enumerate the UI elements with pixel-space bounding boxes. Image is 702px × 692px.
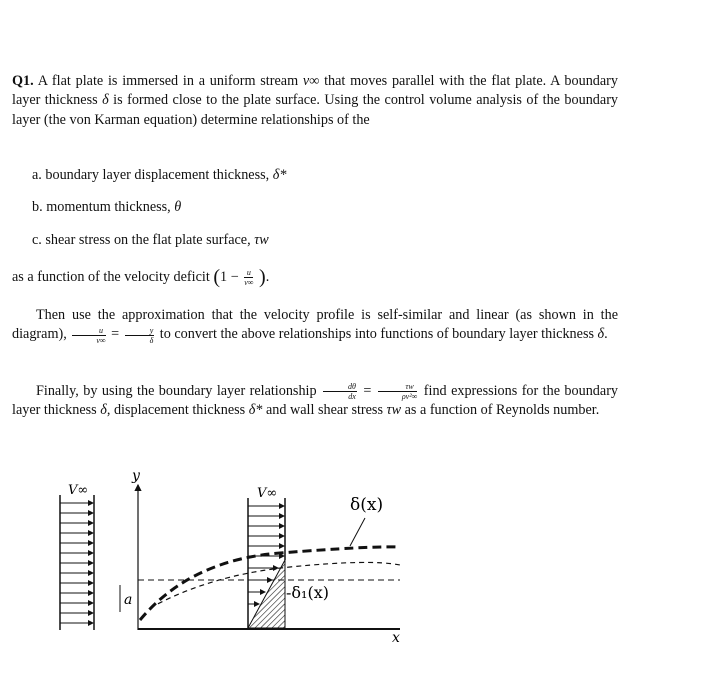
a-label: a [124, 592, 133, 608]
question-label: Q1. [12, 73, 34, 89]
item-c: c. shear stress on the flat plate surface, τw [32, 232, 269, 248]
item-a: a. boundary layer displacement thickness, δ* [32, 167, 287, 183]
v-inf-symbol: v∞ [302, 73, 320, 89]
paragraph-3: Finally, by using the boundary layer relationship $\frac{d\theta}{dx}$ = $\frac{\tau w}{\text{ρv²∞}}$ find expressions for the boundary layer thickness δ, displacement thickness δ* and wall shear stress τw as a function of Reynolds number. [12, 382, 619, 419]
inflow-profile [60, 495, 94, 630]
y-axis-label: y [132, 468, 140, 484]
item-b: b. momentum thickness, θ [32, 199, 182, 215]
velocity-deficit-line: as a function of the velocity deficit (1 − $\frac{u}{v\infty}$ ). [12, 266, 270, 288]
velocity-profile [248, 498, 285, 628]
question-paragraph: Q1. A flat plate is immersed in a uniform stream v∞ that moves parallel with the flat plate. A boundary layer thickness δ is formed close to the plate surface. Using the control volume analysis of the boundary layer (the von Karman equation) determine relationships of the [12, 73, 619, 128]
v-inf-mid-label: V∞ [257, 486, 278, 501]
delta-label: δ(x) [350, 495, 384, 515]
delta1-label: -δ₁(x) [286, 583, 329, 602]
paragraph-2: Then use the approximation that the velocity profile is self-similar and linear (as shown in the diagram), $\frac{u}{v\infty}$ = $\frac{y}{\delta}$ to convert the above relationships into functions of boundary layer thickness δ. [12, 307, 618, 345]
x-axis-label: x [392, 630, 400, 646]
v-inf-left-label: V∞ [68, 483, 89, 498]
